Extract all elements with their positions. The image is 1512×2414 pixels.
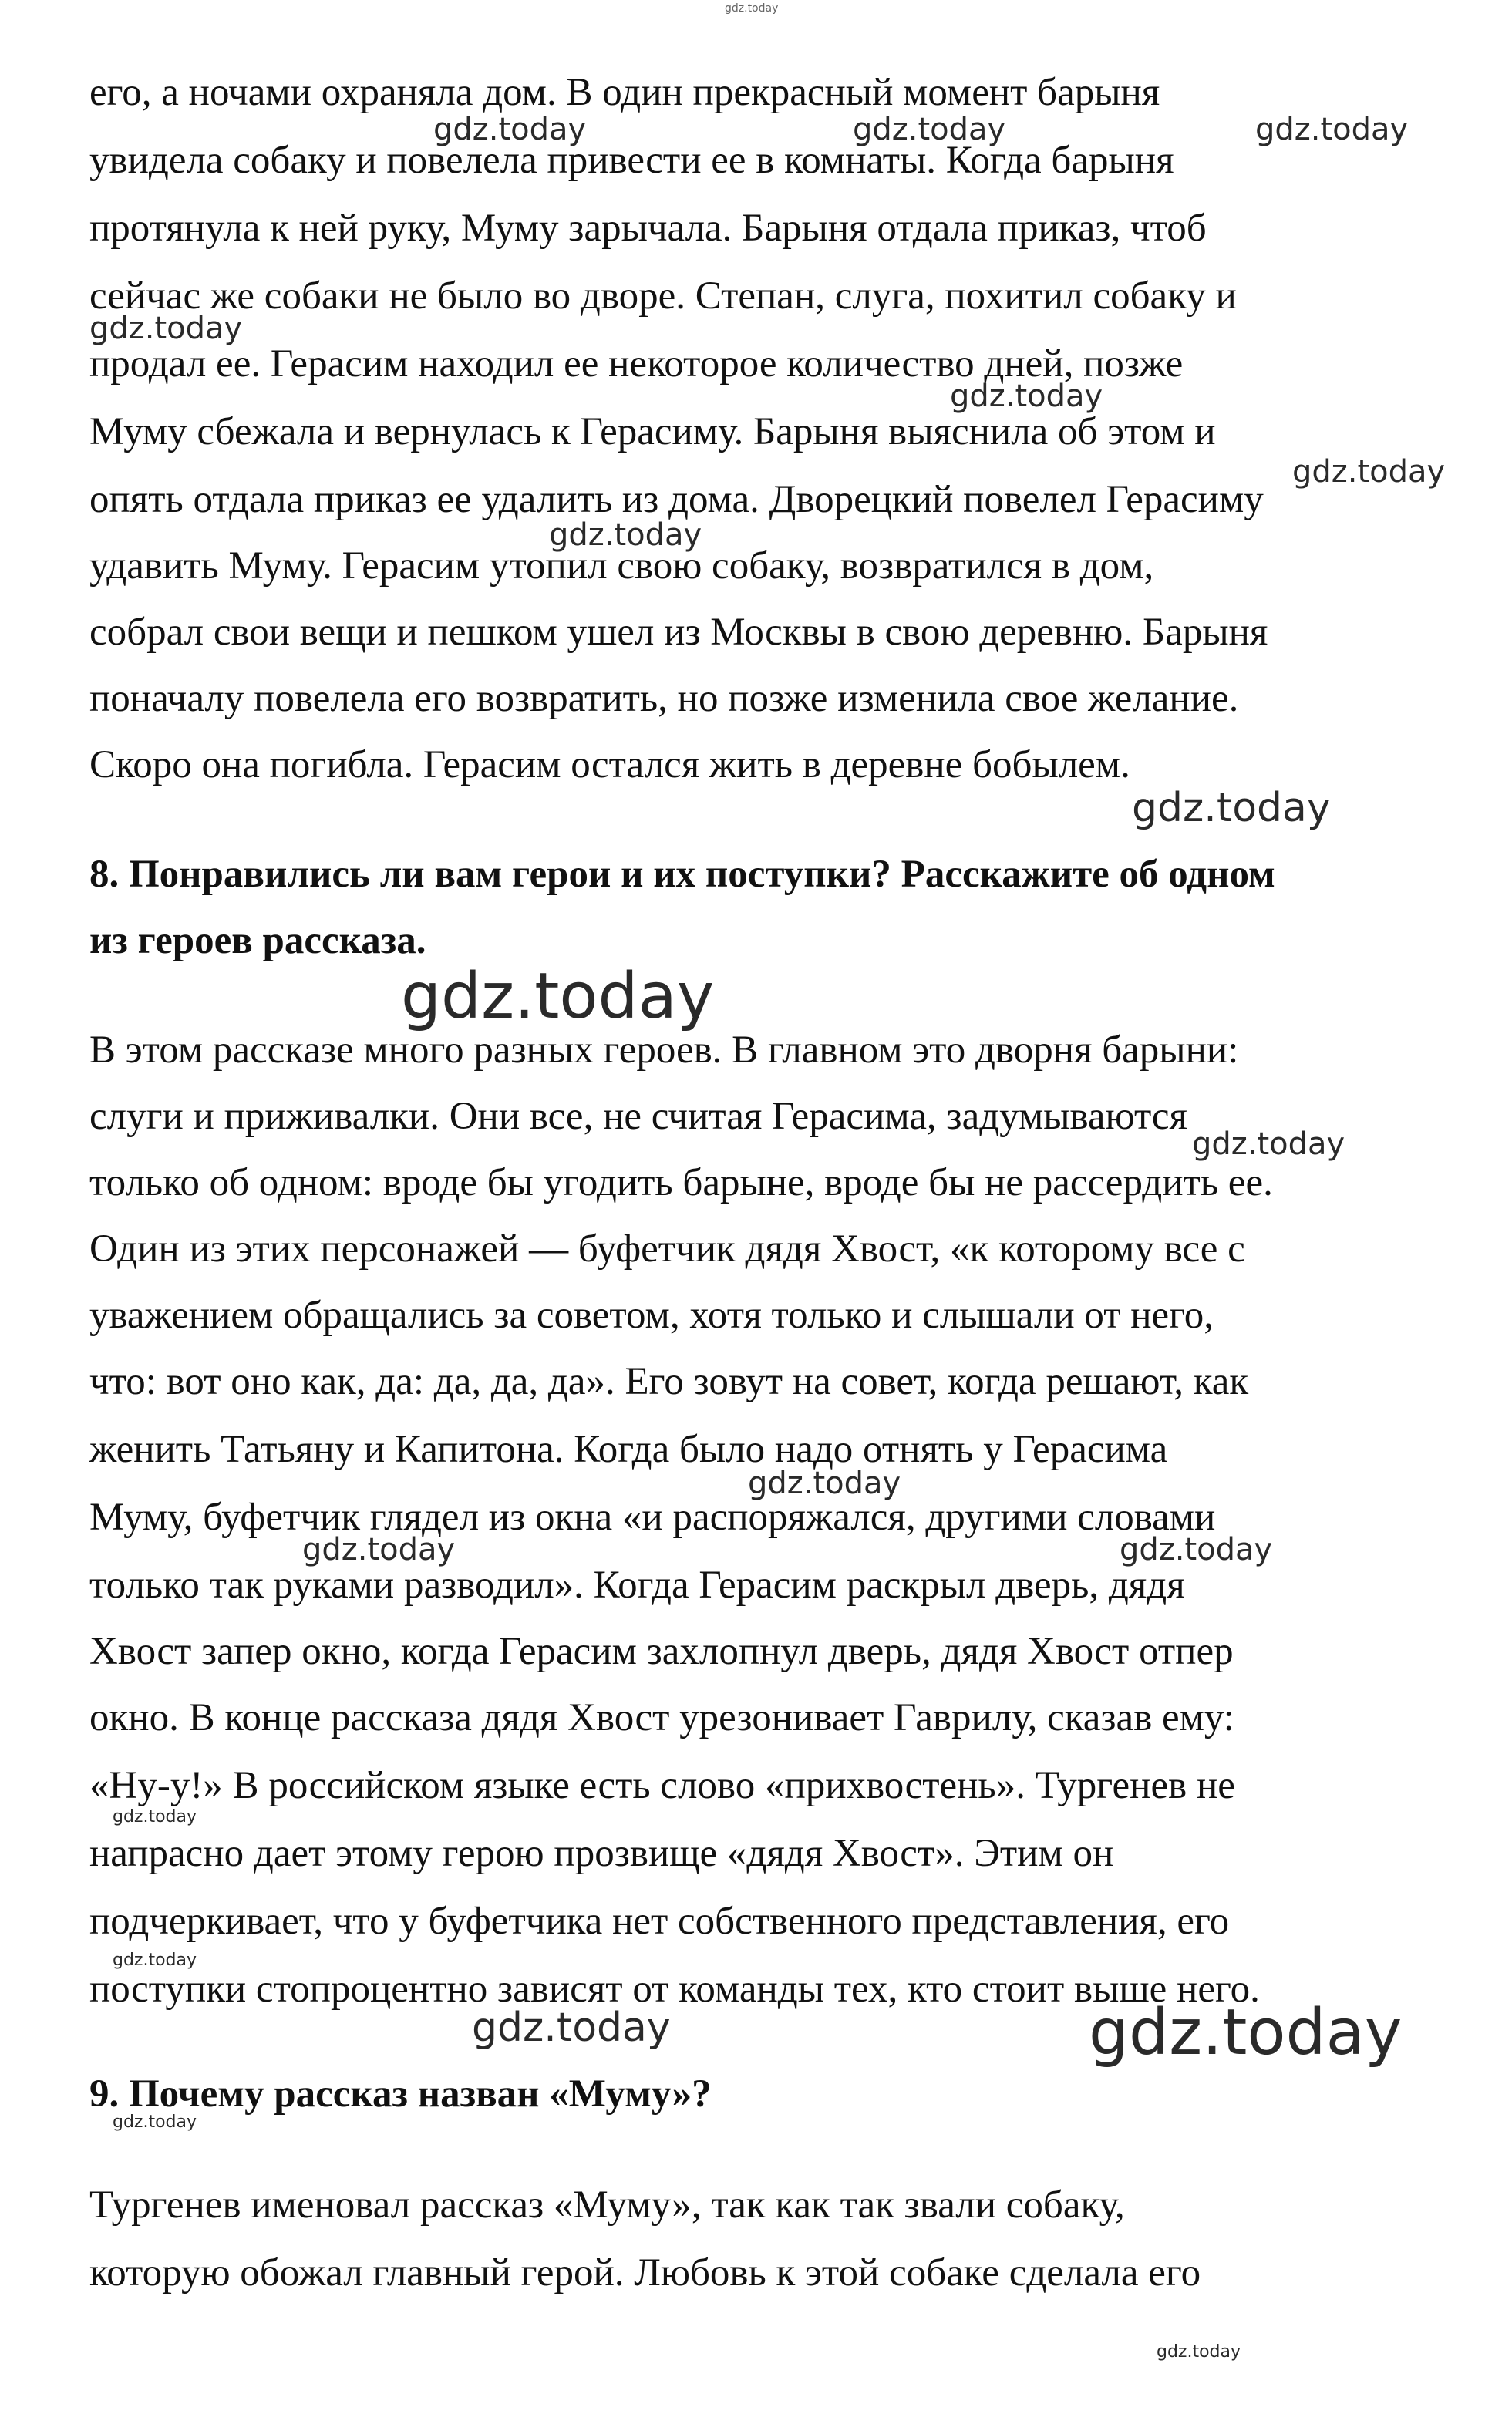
text-line: только так руками разводил». Когда Герасим раскрыл дверь, дядя: [89, 1564, 1185, 1607]
text-line: подчеркивает, что у буфетчика нет собственного представления, его: [89, 1900, 1230, 1943]
text-line: только об одном: вроде бы угодить барыне, вроде бы не рассердить ее.: [89, 1161, 1273, 1204]
text-line: уважением обращались за советом, хотя только и слышали от него,: [89, 1294, 1214, 1337]
text-line: Тургенев именовал рассказ «Муму», так как так звали собаку,: [89, 2183, 1125, 2227]
watermark: gdz.today: [748, 1466, 901, 1501]
text-line: поступки стопроцентно зависят от команды тех, кто стоит выше него.: [89, 1968, 1260, 2011]
watermark: gdz.today: [1132, 785, 1331, 831]
text-line: слуги и приживалки. Они все, не считая Герасима, задумываются: [89, 1095, 1187, 1138]
watermark: gdz.today: [1089, 1996, 1403, 2069]
watermark: gdz.today: [113, 1951, 197, 1970]
text-line: В этом рассказе много разных героев. В главном это дворня барыни:: [89, 1029, 1239, 1072]
text-line: которую обожал главный герой. Любовь к этой собаке сделала его: [89, 2251, 1201, 2294]
text-line: Хвост запер окно, когда Герасим захлопнул дверь, дядя Хвост отпер: [89, 1630, 1234, 1673]
text-line: опять отдала приказ ее удалить из дома. Дворецкий повелел Герасиму: [89, 478, 1264, 521]
watermark: gdz.today: [1192, 1126, 1345, 1162]
watermark: gdz.today: [401, 960, 715, 1033]
text-line: удавить Муму. Герасим утопил свою собаку, возвратился в дом,: [89, 544, 1154, 588]
text-line: Скоро она погибла. Герасим остался жить в деревне бобылем.: [89, 743, 1130, 786]
watermark: gdz.today: [1120, 1532, 1273, 1567]
text-line: женить Татьяну и Капитона. Когда было надо отнять у Герасима: [89, 1428, 1168, 1471]
watermark: gdz.today: [1255, 112, 1409, 147]
watermark: gdz.today: [113, 1807, 197, 1826]
text-line: поначалу повелела его возвратить, но позже изменила свое желание.: [89, 677, 1239, 720]
text-line: Муму сбежала и вернулась к Герасиму. Барыня выяснила об этом и: [89, 410, 1216, 453]
text-line: протянула к ней руку, Муму зарычала. Барыня отдала приказ, чтоб: [89, 207, 1207, 250]
watermark: gdz.today: [1157, 2342, 1241, 2362]
text-line: Один из этих персонажей — буфетчик дядя Хвост, «к которому все с: [89, 1227, 1245, 1271]
watermark: gdz.today: [950, 379, 1103, 414]
text-line: окно. В конце рассказа дядя Хвост урезонивает Гаврилу, сказав ему:: [89, 1696, 1234, 1739]
text-line: его, а ночами охраняла дом. В один прекрасный момент барыня: [89, 71, 1160, 114]
text-line: Муму, буфетчик глядел из окна «и распоряжался, другими словами: [89, 1496, 1216, 1539]
watermark: gdz.today: [302, 1532, 456, 1567]
watermark: gdz.today: [549, 517, 702, 553]
heading-line: 8. Понравились ли вам герои и их поступки? Расскажите об одном: [89, 853, 1275, 896]
text-line: увидела собаку и повелела привести ее в комнаты. Когда барыня: [89, 139, 1174, 182]
text-line: сейчас же собаки не было во дворе. Степан, слуга, похитил собаку и: [89, 274, 1237, 318]
watermark: gdz.today: [113, 2113, 197, 2132]
watermark: gdz.today: [472, 2005, 671, 2051]
watermark: gdz.today: [433, 112, 587, 147]
watermark: gdz.today: [853, 112, 1006, 147]
text-line: что: вот оно как, да: да, да, да». Его зовут на совет, когда решают, как: [89, 1360, 1249, 1403]
text-line: «Ну-у!» В российском языке есть слово «прихвостень». Тургенев не: [89, 1764, 1235, 1807]
heading-line: из героев рассказа.: [89, 919, 426, 962]
top-watermark: gdz.today: [725, 2, 779, 15]
text-line: напрасно дает этому герою прозвище «дядя Хвост». Этим он: [89, 1832, 1114, 1875]
text-line: собрал свои вещи и пешком ушел из Москвы в свою деревню. Барыня: [89, 611, 1268, 654]
watermark: gdz.today: [1292, 454, 1446, 490]
text-line: продал ее. Герасим находил ее некоторое количество дней, позже: [89, 342, 1184, 385]
watermark: gdz.today: [89, 311, 243, 346]
heading-line: 9. Почему рассказ назван «Муму»?: [89, 2072, 712, 2116]
